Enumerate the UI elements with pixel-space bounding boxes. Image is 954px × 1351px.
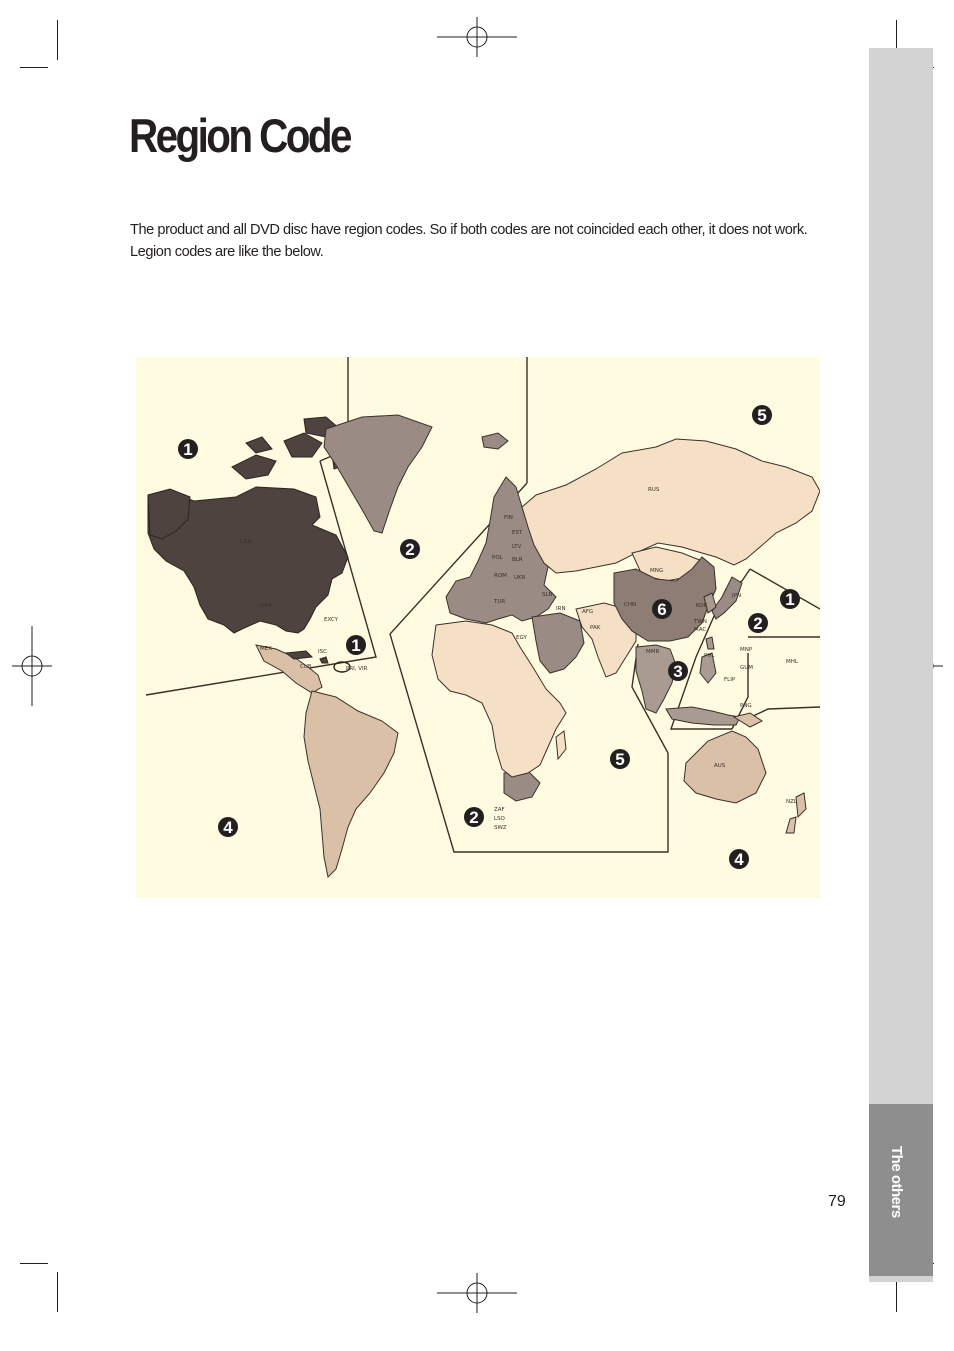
region-code-map	[136, 357, 820, 898]
region-marker-2-south-africa	[464, 807, 484, 827]
region-3-indonesia	[666, 707, 740, 725]
country-label-twn: TWN	[694, 619, 707, 625]
country-label-mac: MAC	[694, 627, 707, 633]
registration-mark-left	[12, 626, 52, 706]
world-map	[136, 357, 820, 898]
region-marker-6-china	[652, 599, 672, 619]
region-marker-2-japan	[748, 613, 768, 633]
country-label-flip: FLIP	[724, 677, 736, 683]
country-label-ukr: UKR	[514, 575, 526, 581]
region-marker-4-south-america	[218, 817, 238, 837]
registration-mark-bottom	[437, 1273, 517, 1313]
country-label-mhl: MHL	[786, 659, 798, 665]
region-marker-1-north-america	[178, 439, 198, 459]
crop-mark-bottom-left-v	[57, 1272, 58, 1312]
boundary-line	[751, 707, 820, 717]
country-label-mex: MEX	[260, 646, 272, 652]
region-2-greenland	[324, 415, 432, 533]
region-2-iceland	[482, 433, 508, 449]
country-label-mnp: MNP	[740, 647, 753, 653]
country-label-ltv: LTV	[512, 544, 522, 550]
region-3-southeast-asia	[636, 645, 676, 713]
country-label-swz: SWZ	[494, 825, 507, 831]
region-4-south-america	[304, 691, 398, 877]
region-marker-5-africa	[610, 749, 630, 769]
country-label-cub: CUB	[300, 664, 312, 670]
region-marker-1-pacific	[780, 589, 800, 609]
crop-mark-bottom-left-h	[20, 1263, 48, 1264]
country-label-gum: GUM	[740, 665, 754, 671]
country-label-est: EST	[512, 530, 523, 536]
region-marker-3-southeast-asia	[668, 661, 688, 681]
region-marker-label: 6	[657, 600, 667, 619]
region-marker-label: 2	[469, 808, 479, 827]
region-marker-4-oceania	[729, 849, 749, 869]
country-label-chn: CHN	[624, 602, 637, 608]
region-marker-5-russia	[752, 405, 772, 425]
country-label-blr: BLR	[512, 557, 523, 563]
intro-paragraph: The product and all DVD disc have region codes. So if both codes are not coincided each other, it does not work. Legion codes are like the below.	[130, 222, 808, 260]
region-marker-label: 1	[183, 440, 193, 459]
country-label-aus: AUS	[714, 763, 726, 769]
region-marker-label: 5	[757, 406, 767, 425]
country-label-afg: AFG	[582, 609, 594, 615]
country-label-lso: LSO	[494, 816, 505, 822]
country-label-phl: PHL	[704, 653, 715, 659]
country-label-kor: KOR	[696, 603, 708, 609]
region-marker-label: 2	[753, 614, 763, 633]
country-label-fin: FIN	[504, 515, 513, 521]
crop-mark-top-left-h	[20, 67, 48, 68]
region-marker-label: 1	[351, 636, 361, 655]
country-label-isc: ISC	[318, 649, 327, 655]
country-label-png: PNG	[740, 703, 752, 709]
country-label-pak: PAK	[590, 625, 601, 631]
country-label-pol: POL	[492, 555, 503, 561]
crop-mark-top-left-v	[57, 20, 58, 60]
country-label-jpn: JPN	[732, 593, 742, 599]
region-2-middle-east	[532, 613, 584, 673]
region-marker-label: 4	[223, 818, 233, 837]
country-label-zaf: ZAF	[494, 807, 505, 813]
country-label-can: CAN	[240, 539, 252, 545]
country-label-irn: IRN	[556, 606, 566, 612]
country-label-rus: RUS	[648, 487, 660, 493]
region-marker-label: 1	[785, 590, 795, 609]
country-label-tur: TUR	[494, 599, 506, 605]
registration-mark-top	[437, 17, 517, 57]
country-label-usa: USA	[260, 603, 272, 609]
region-marker-label: 2	[405, 540, 415, 559]
country-label-mmr: MMR	[646, 649, 660, 655]
region-marker-1-caribbean	[346, 635, 366, 655]
region-marker-label: 4	[734, 850, 744, 869]
section-tab-label: The others	[888, 1146, 905, 1218]
region-marker-2-greenland-europe	[400, 539, 420, 559]
country-label-mng: MNG	[650, 568, 664, 574]
region-marker-label: 5	[615, 750, 625, 769]
country-label-rom: ROM	[494, 573, 507, 579]
region-5-madagascar	[556, 731, 566, 759]
country-label-excy: EXCY	[324, 617, 338, 623]
country-label-sln: SLN	[542, 592, 553, 598]
region-marker-label: 3	[673, 662, 683, 681]
page-number: 79	[828, 1193, 846, 1210]
country-label-nzl: NZL	[786, 799, 797, 805]
country-label-egy: EGY	[516, 635, 527, 641]
page-title: Region Code	[129, 109, 350, 162]
country-label-pri-vir: PRI, VIR	[346, 666, 368, 672]
side-bar	[869, 48, 933, 1282]
